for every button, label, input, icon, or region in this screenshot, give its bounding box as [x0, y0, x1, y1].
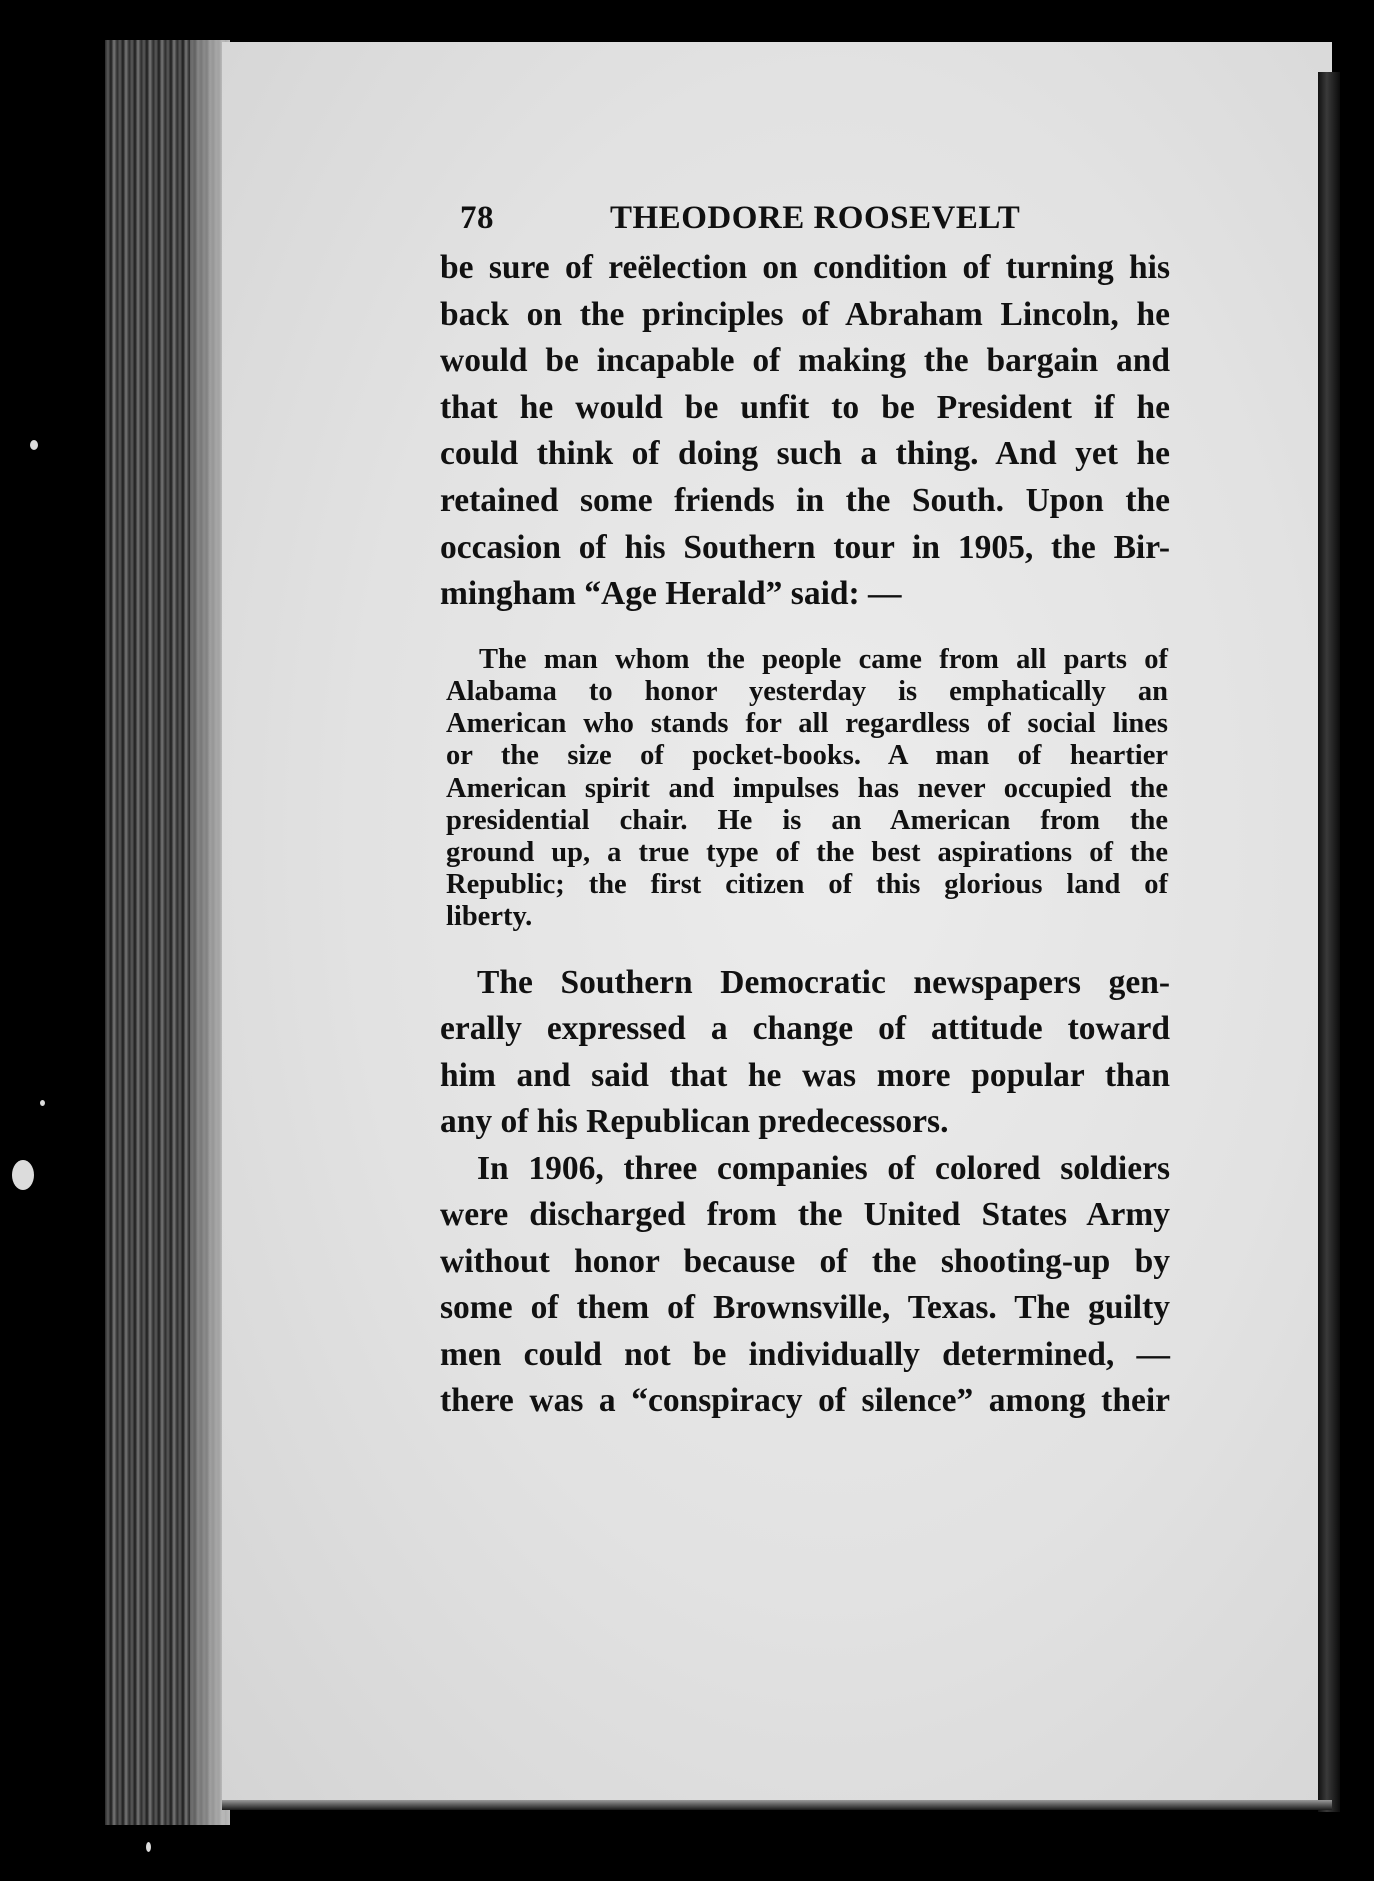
bottom-page-edge — [222, 1800, 1332, 1810]
quote-line: ground up, a true type of the best aspirations of the — [446, 836, 1168, 868]
text-line: men could not be individually determined, — — [440, 1335, 1170, 1373]
paragraph-2 — [440, 960, 1170, 1146]
text-line: would be incapable of making the bargain and — [440, 342, 1170, 380]
text-line: The Southern Democratic newspapers gen- — [477, 963, 1170, 1001]
text-line: be sure of reëlection on condition of turning his — [440, 249, 1170, 286]
quote-line: Republic; the first citizen of this glorious land of — [446, 869, 1168, 901]
scan-speck — [146, 1842, 151, 1852]
text-line: mingham “Age Herald” said: — — [440, 575, 902, 613]
paragraph-1 — [440, 245, 1170, 618]
page-number: 78 — [460, 200, 494, 236]
block-quote — [446, 644, 1168, 934]
text-line: could think of doing such a thing. And yet he — [440, 435, 1170, 473]
right-page-edge — [1318, 72, 1340, 1812]
running-head — [460, 200, 1170, 237]
text-line: erally expressed a change of attitude toward — [440, 1010, 1170, 1048]
text-line: that he would be unfit to be President if he — [440, 388, 1170, 426]
text-line: In 1906, three companies of colored soldiers — [477, 1149, 1170, 1187]
text-line: without honor because of the shooting-up by — [440, 1242, 1170, 1280]
text-line: were discharged from the United States Army — [440, 1196, 1170, 1234]
quote-line: American spirit and impulses has never occupied the — [446, 772, 1168, 804]
text-line: some of them of Brownsville, Texas. The guilty — [440, 1289, 1170, 1327]
scan-speck — [40, 1100, 45, 1106]
running-title: THEODORE ROOSEVELT — [610, 200, 1021, 236]
page-text — [440, 200, 1170, 1425]
text-line: there was a “conspiracy of silence” among their — [440, 1382, 1170, 1420]
scan-speck — [12, 1160, 34, 1190]
quote-line: liberty. — [446, 901, 533, 933]
paragraph-3 — [440, 1146, 1170, 1425]
text-line: any of his Republican predecessors. — [440, 1103, 949, 1141]
quote-line: American who stands for all regardless of social lines — [446, 708, 1168, 740]
quote-line: or the size of pocket-books. A man of heartier — [446, 740, 1168, 772]
text-line: him and said that he was more popular than — [440, 1056, 1170, 1094]
text-line: retained some friends in the South. Upon the — [440, 481, 1170, 519]
scan-speck — [30, 440, 38, 450]
quote-line: presidential chair. He is an American from the — [446, 804, 1168, 836]
quote-line: Alabama to honor yesterday is emphatically an — [446, 675, 1168, 707]
quote-line: The man whom the people came from all parts of — [479, 643, 1168, 675]
text-line: back on the principles of Abraham Lincoln, he — [440, 295, 1170, 333]
text-line: occasion of his Southern tour in 1905, the Bir- — [440, 528, 1170, 566]
